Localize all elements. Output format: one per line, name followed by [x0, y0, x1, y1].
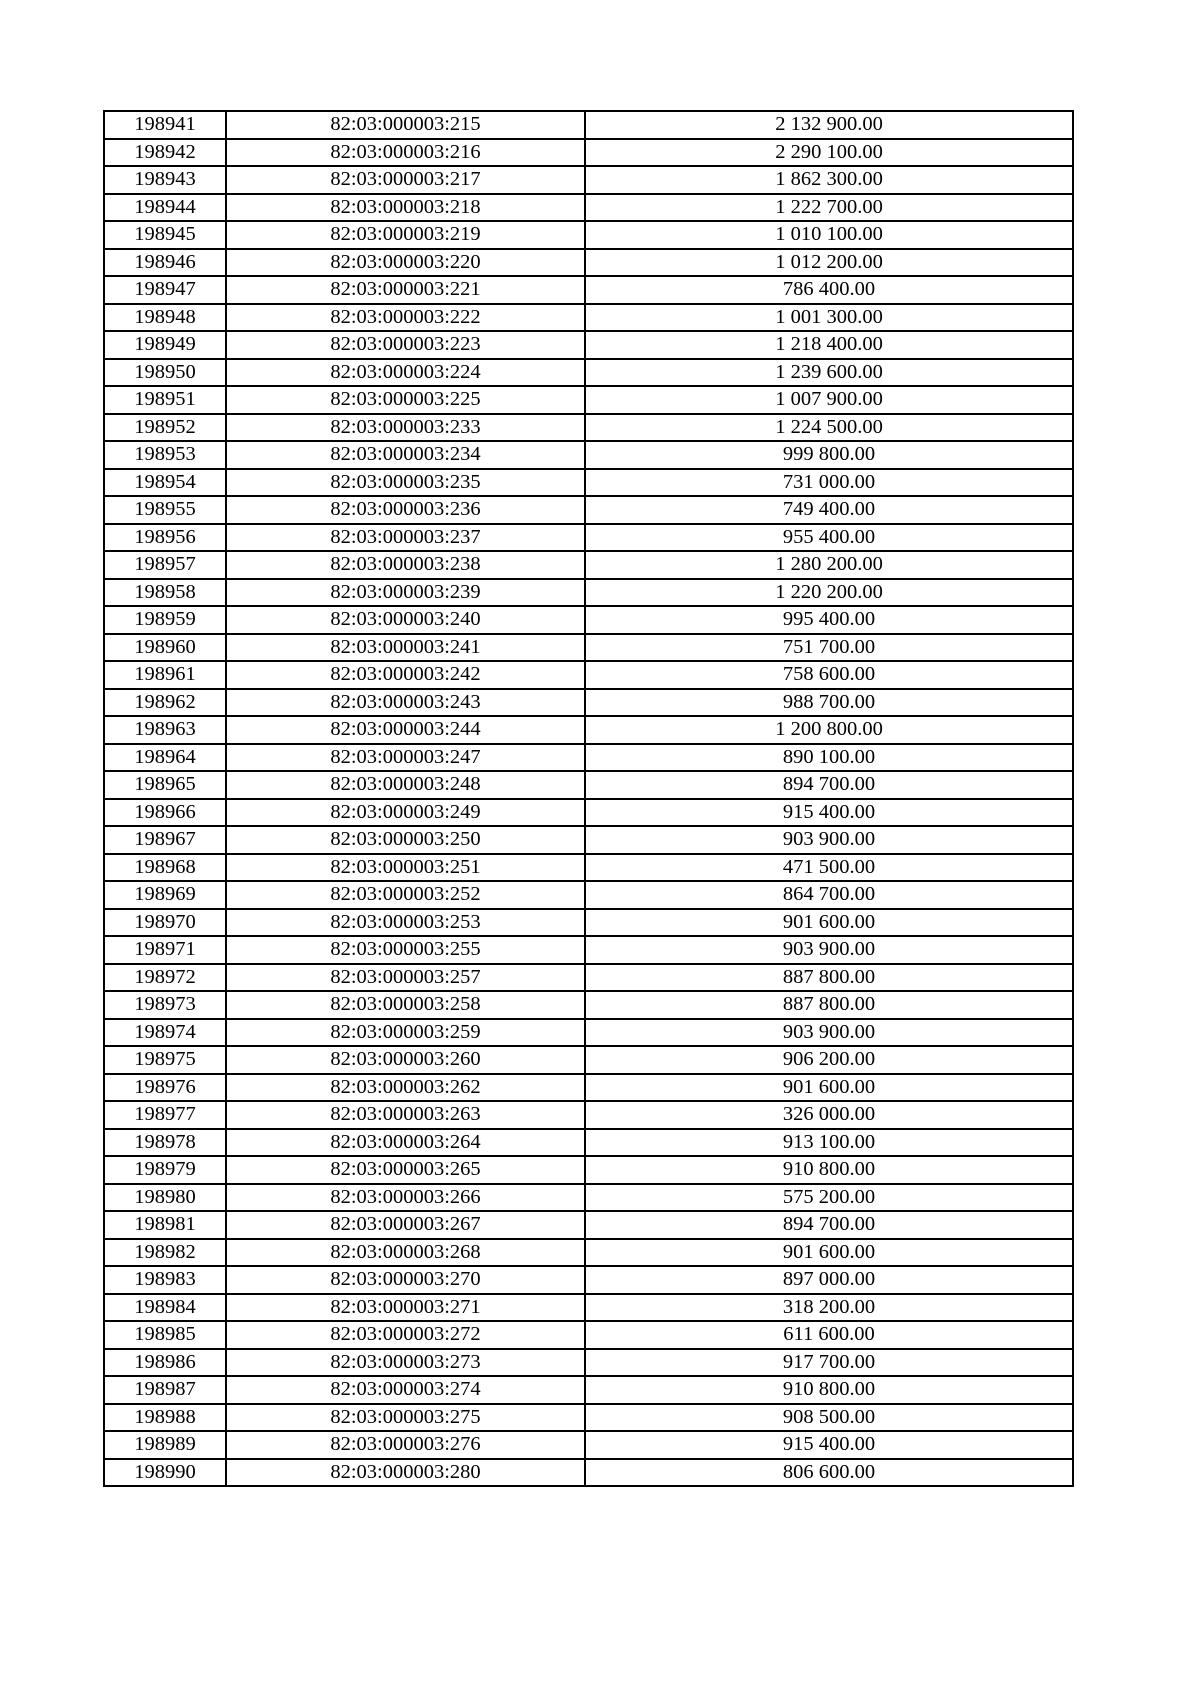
row-number-cell: 198966	[104, 799, 226, 827]
value-cell: 915 400.00	[585, 1431, 1073, 1459]
value-cell: 890 100.00	[585, 744, 1073, 772]
cadastral-number-cell: 82:03:000003:280	[226, 1459, 585, 1487]
row-number-cell: 198950	[104, 359, 226, 387]
table-row	[104, 139, 1073, 167]
row-number-cell: 198967	[104, 826, 226, 854]
value-cell: 471 500.00	[585, 854, 1073, 882]
cadastral-number-cell: 82:03:000003:266	[226, 1184, 585, 1212]
value-cell: 988 700.00	[585, 689, 1073, 717]
table-row	[104, 304, 1073, 332]
row-number-cell: 198987	[104, 1376, 226, 1404]
table-row	[104, 826, 1073, 854]
row-number-cell: 198963	[104, 716, 226, 744]
cadastral-number-cell: 82:03:000003:235	[226, 469, 585, 497]
cadastral-number-cell: 82:03:000003:242	[226, 661, 585, 689]
cadastral-number-cell: 82:03:000003:259	[226, 1019, 585, 1047]
data-table	[103, 110, 1074, 1487]
table-row	[104, 166, 1073, 194]
cadastral-number-cell: 82:03:000003:263	[226, 1101, 585, 1129]
table-row	[104, 1431, 1073, 1459]
cadastral-number-cell: 82:03:000003:224	[226, 359, 585, 387]
table-row	[104, 1321, 1073, 1349]
value-cell: 955 400.00	[585, 524, 1073, 552]
cadastral-number-cell: 82:03:000003:275	[226, 1404, 585, 1432]
table-row	[104, 606, 1073, 634]
table-row	[104, 111, 1073, 139]
row-number-cell: 198982	[104, 1239, 226, 1267]
row-number-cell: 198983	[104, 1266, 226, 1294]
table-row	[104, 716, 1073, 744]
table-row	[104, 249, 1073, 277]
table-row	[104, 854, 1073, 882]
table-row	[104, 1239, 1073, 1267]
row-number-cell: 198964	[104, 744, 226, 772]
row-number-cell: 198959	[104, 606, 226, 634]
table-row	[104, 661, 1073, 689]
cadastral-number-cell: 82:03:000003:249	[226, 799, 585, 827]
row-number-cell: 198975	[104, 1046, 226, 1074]
value-cell: 1 280 200.00	[585, 551, 1073, 579]
value-cell: 999 800.00	[585, 441, 1073, 469]
value-cell: 749 400.00	[585, 496, 1073, 524]
table-row	[104, 414, 1073, 442]
table-row	[104, 469, 1073, 497]
table-row	[104, 1294, 1073, 1322]
row-number-cell: 198971	[104, 936, 226, 964]
row-number-cell: 198949	[104, 331, 226, 359]
row-number-cell: 198953	[104, 441, 226, 469]
row-number-cell: 198965	[104, 771, 226, 799]
table-row	[104, 1376, 1073, 1404]
cadastral-number-cell: 82:03:000003:218	[226, 194, 585, 222]
cadastral-number-cell: 82:03:000003:216	[226, 139, 585, 167]
value-cell: 1 200 800.00	[585, 716, 1073, 744]
table-row	[104, 991, 1073, 1019]
cadastral-number-cell: 82:03:000003:273	[226, 1349, 585, 1377]
value-cell: 1 224 500.00	[585, 414, 1073, 442]
row-number-cell: 198951	[104, 386, 226, 414]
cadastral-number-cell: 82:03:000003:271	[226, 1294, 585, 1322]
row-number-cell: 198943	[104, 166, 226, 194]
cadastral-number-cell: 82:03:000003:234	[226, 441, 585, 469]
row-number-cell: 198941	[104, 111, 226, 139]
table-row	[104, 524, 1073, 552]
table-row	[104, 909, 1073, 937]
cadastral-number-cell: 82:03:000003:217	[226, 166, 585, 194]
row-number-cell: 198989	[104, 1431, 226, 1459]
value-cell: 1 239 600.00	[585, 359, 1073, 387]
table-row	[104, 964, 1073, 992]
value-cell: 326 000.00	[585, 1101, 1073, 1129]
cadastral-number-cell: 82:03:000003:250	[226, 826, 585, 854]
row-number-cell: 198957	[104, 551, 226, 579]
cadastral-number-cell: 82:03:000003:255	[226, 936, 585, 964]
cadastral-number-cell: 82:03:000003:240	[226, 606, 585, 634]
row-number-cell: 198978	[104, 1129, 226, 1157]
value-cell: 903 900.00	[585, 1019, 1073, 1047]
value-cell: 318 200.00	[585, 1294, 1073, 1322]
cadastral-number-cell: 82:03:000003:276	[226, 1431, 585, 1459]
cadastral-number-cell: 82:03:000003:270	[226, 1266, 585, 1294]
cadastral-number-cell: 82:03:000003:260	[226, 1046, 585, 1074]
row-number-cell: 198969	[104, 881, 226, 909]
cadastral-number-cell: 82:03:000003:252	[226, 881, 585, 909]
row-number-cell: 198944	[104, 194, 226, 222]
value-cell: 2 132 900.00	[585, 111, 1073, 139]
cadastral-number-cell: 82:03:000003:267	[226, 1211, 585, 1239]
table-body	[104, 111, 1073, 1486]
row-number-cell: 198985	[104, 1321, 226, 1349]
value-cell: 1 220 200.00	[585, 579, 1073, 607]
value-cell: 1 218 400.00	[585, 331, 1073, 359]
value-cell: 908 500.00	[585, 1404, 1073, 1432]
cadastral-number-cell: 82:03:000003:236	[226, 496, 585, 524]
row-number-cell: 198972	[104, 964, 226, 992]
cadastral-number-cell: 82:03:000003:253	[226, 909, 585, 937]
value-cell: 906 200.00	[585, 1046, 1073, 1074]
value-cell: 903 900.00	[585, 936, 1073, 964]
cadastral-number-cell: 82:03:000003:274	[226, 1376, 585, 1404]
value-cell: 1 010 100.00	[585, 221, 1073, 249]
table-row	[104, 1019, 1073, 1047]
value-cell: 915 400.00	[585, 799, 1073, 827]
table-row	[104, 1404, 1073, 1432]
table-row	[104, 1349, 1073, 1377]
value-cell: 575 200.00	[585, 1184, 1073, 1212]
cadastral-number-cell: 82:03:000003:272	[226, 1321, 585, 1349]
value-cell: 894 700.00	[585, 771, 1073, 799]
table-row	[104, 744, 1073, 772]
row-number-cell: 198961	[104, 661, 226, 689]
row-number-cell: 198948	[104, 304, 226, 332]
value-cell: 864 700.00	[585, 881, 1073, 909]
value-cell: 758 600.00	[585, 661, 1073, 689]
value-cell: 1 222 700.00	[585, 194, 1073, 222]
cadastral-number-cell: 82:03:000003:239	[226, 579, 585, 607]
value-cell: 894 700.00	[585, 1211, 1073, 1239]
row-number-cell: 198976	[104, 1074, 226, 1102]
table-row	[104, 1211, 1073, 1239]
value-cell: 901 600.00	[585, 1239, 1073, 1267]
row-number-cell: 198955	[104, 496, 226, 524]
table-row	[104, 551, 1073, 579]
table-row	[104, 771, 1073, 799]
cadastral-number-cell: 82:03:000003:262	[226, 1074, 585, 1102]
row-number-cell: 198980	[104, 1184, 226, 1212]
value-cell: 1 862 300.00	[585, 166, 1073, 194]
value-cell: 1 012 200.00	[585, 249, 1073, 277]
value-cell: 1 001 300.00	[585, 304, 1073, 332]
row-number-cell: 198984	[104, 1294, 226, 1322]
row-number-cell: 198952	[104, 414, 226, 442]
row-number-cell: 198968	[104, 854, 226, 882]
row-number-cell: 198954	[104, 469, 226, 497]
row-number-cell: 198990	[104, 1459, 226, 1487]
table-row	[104, 1156, 1073, 1184]
cadastral-number-cell: 82:03:000003:251	[226, 854, 585, 882]
value-cell: 887 800.00	[585, 991, 1073, 1019]
table-row	[104, 1459, 1073, 1487]
value-cell: 751 700.00	[585, 634, 1073, 662]
value-cell: 901 600.00	[585, 1074, 1073, 1102]
row-number-cell: 198958	[104, 579, 226, 607]
row-number-cell: 198947	[104, 276, 226, 304]
table-row	[104, 276, 1073, 304]
row-number-cell: 198945	[104, 221, 226, 249]
cadastral-number-cell: 82:03:000003:243	[226, 689, 585, 717]
cadastral-number-cell: 82:03:000003:247	[226, 744, 585, 772]
value-cell: 786 400.00	[585, 276, 1073, 304]
value-cell: 806 600.00	[585, 1459, 1073, 1487]
table-row	[104, 1266, 1073, 1294]
value-cell: 910 800.00	[585, 1156, 1073, 1184]
row-number-cell: 198986	[104, 1349, 226, 1377]
cadastral-number-cell: 82:03:000003:265	[226, 1156, 585, 1184]
table-row	[104, 331, 1073, 359]
row-number-cell: 198973	[104, 991, 226, 1019]
cadastral-number-cell: 82:03:000003:268	[226, 1239, 585, 1267]
row-number-cell: 198970	[104, 909, 226, 937]
row-number-cell: 198946	[104, 249, 226, 277]
row-number-cell: 198979	[104, 1156, 226, 1184]
row-number-cell: 198974	[104, 1019, 226, 1047]
value-cell: 995 400.00	[585, 606, 1073, 634]
row-number-cell: 198956	[104, 524, 226, 552]
cadastral-number-cell: 82:03:000003:219	[226, 221, 585, 249]
cadastral-number-cell: 82:03:000003:225	[226, 386, 585, 414]
value-cell: 910 800.00	[585, 1376, 1073, 1404]
row-number-cell: 198988	[104, 1404, 226, 1432]
table-row	[104, 634, 1073, 662]
table-row	[104, 386, 1073, 414]
table-row	[104, 441, 1073, 469]
table-row	[104, 689, 1073, 717]
cadastral-number-cell: 82:03:000003:264	[226, 1129, 585, 1157]
value-cell: 731 000.00	[585, 469, 1073, 497]
table-row	[104, 359, 1073, 387]
cadastral-number-cell: 82:03:000003:220	[226, 249, 585, 277]
row-number-cell: 198977	[104, 1101, 226, 1129]
value-cell: 913 100.00	[585, 1129, 1073, 1157]
table-row	[104, 881, 1073, 909]
table-row	[104, 579, 1073, 607]
row-number-cell: 198942	[104, 139, 226, 167]
cadastral-number-cell: 82:03:000003:221	[226, 276, 585, 304]
value-cell: 1 007 900.00	[585, 386, 1073, 414]
value-cell: 887 800.00	[585, 964, 1073, 992]
table-row	[104, 1184, 1073, 1212]
table-row	[104, 496, 1073, 524]
table-row	[104, 221, 1073, 249]
cadastral-number-cell: 82:03:000003:233	[226, 414, 585, 442]
cadastral-number-cell: 82:03:000003:223	[226, 331, 585, 359]
table-row	[104, 1129, 1073, 1157]
row-number-cell: 198962	[104, 689, 226, 717]
cadastral-number-cell: 82:03:000003:257	[226, 964, 585, 992]
value-cell: 917 700.00	[585, 1349, 1073, 1377]
table-row	[104, 194, 1073, 222]
cadastral-number-cell: 82:03:000003:237	[226, 524, 585, 552]
cadastral-number-cell: 82:03:000003:215	[226, 111, 585, 139]
cadastral-number-cell: 82:03:000003:241	[226, 634, 585, 662]
row-number-cell: 198981	[104, 1211, 226, 1239]
table-row	[104, 1074, 1073, 1102]
value-cell: 903 900.00	[585, 826, 1073, 854]
table-row	[104, 1046, 1073, 1074]
cadastral-number-cell: 82:03:000003:258	[226, 991, 585, 1019]
value-cell: 901 600.00	[585, 909, 1073, 937]
cadastral-number-cell: 82:03:000003:248	[226, 771, 585, 799]
table-row	[104, 936, 1073, 964]
cadastral-number-cell: 82:03:000003:244	[226, 716, 585, 744]
row-number-cell: 198960	[104, 634, 226, 662]
value-cell: 611 600.00	[585, 1321, 1073, 1349]
table-row	[104, 1101, 1073, 1129]
cadastral-number-cell: 82:03:000003:238	[226, 551, 585, 579]
value-cell: 897 000.00	[585, 1266, 1073, 1294]
cadastral-number-cell: 82:03:000003:222	[226, 304, 585, 332]
value-cell: 2 290 100.00	[585, 139, 1073, 167]
table-row	[104, 799, 1073, 827]
